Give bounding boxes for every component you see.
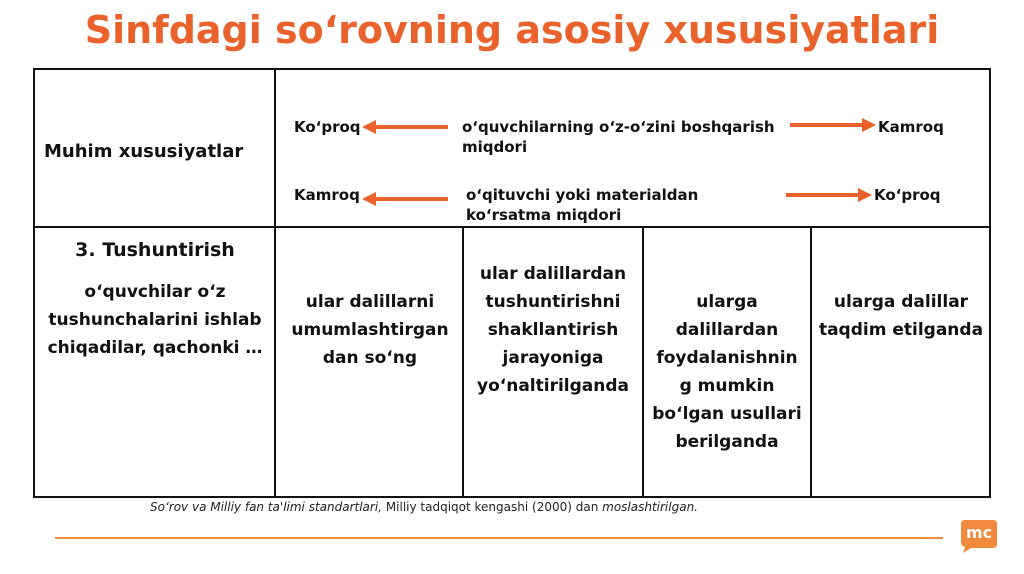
right-arrow-icon [788,118,876,132]
explanation-cell [37,236,273,362]
bottom-rule [55,537,943,539]
variant-cell-4 [818,288,984,344]
logo-text: mc [966,523,993,542]
row1-middle-label: o‘quvchilarning o‘z-o‘zini boshqarish miqdori [462,118,775,156]
table-divider [642,226,644,498]
table-divider [462,226,464,498]
table-divider [33,226,991,228]
right-arrow-icon [784,188,872,202]
header-label: Muhim xususiyatlar [44,141,244,162]
cell-text: o‘quvchilar o‘z tushunchalarini ishlab chiqadilar, qachonki … [47,282,263,358]
left-arrow-icon [362,120,450,134]
row2-middle-label: o‘qituvchi yoki materialdan ko‘rsatma miqdori [466,186,699,224]
source-footnote [150,500,698,514]
variant-cell-2 [470,260,636,400]
slide-title: Sinfdagi so‘rovning asosiy xususiyatlari [84,8,940,52]
cell-text: ular dalillarni umumlashtirgan dan so‘ng [291,292,449,368]
row1-right-label: Kamroq [878,118,944,136]
table-divider [810,226,812,498]
cell-text: ular dalillardan tushuntirishni shakllantirish jarayoniga yo‘naltirilganda [477,264,629,396]
row1-left-label: Ko‘proq [294,118,361,136]
mc-logo-icon [957,518,1001,554]
variant-cell-1 [280,288,460,372]
row2-left-label: Kamroq [294,186,360,204]
footnote-italic-2: moslashtirilgan. [602,500,698,514]
footnote-italic-1: So‘rov va Milliy fan ta'limi standartlari, [150,500,382,514]
cell-text: ularga dalillar taqdim etilganda [818,292,984,340]
cell-heading: 3. Tushuntirish [75,239,235,261]
variant-cell-3 [648,288,806,456]
left-arrow-icon [362,192,450,206]
row2-right-label: Ko‘proq [874,186,941,204]
table-divider [274,68,276,498]
footnote-plain: Milliy tadqiqot kengashi (2000) dan [382,500,603,514]
cell-text: ularga dalillardan foydalanishnin g mumkin bo‘lgan usullari berilganda [652,292,802,452]
